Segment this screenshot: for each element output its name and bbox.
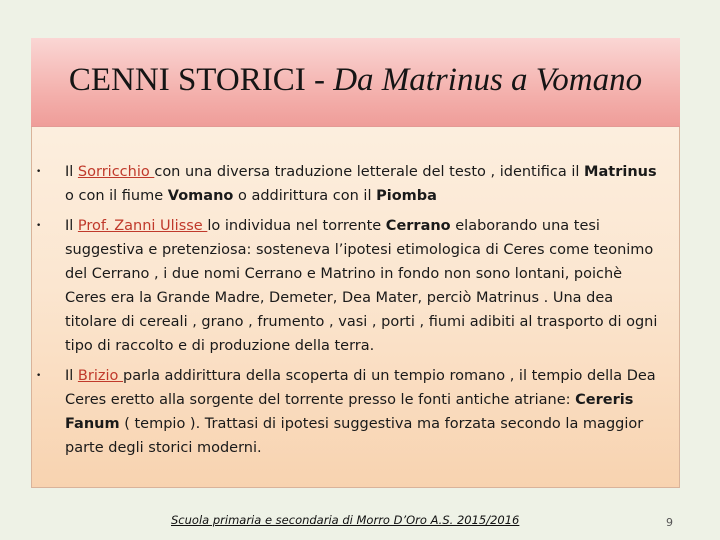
bullet-text <box>65 218 657 354</box>
author-link: Brizio <box>77 368 123 384</box>
bullet-item <box>36 160 662 208</box>
text-segment: o addirittura con il <box>233 188 377 204</box>
text-segment: ( tempio ). Trattasi di ipotesi suggestiva ma forzata secondo la maggior parte degli storici moderni. <box>65 416 644 456</box>
text-segment: parla addirittura della scoperta di un tempio romano , il tempio della Dea Ceres eretto alla sorgente del torrente presso le fonti antiche atriane: <box>65 368 656 408</box>
title-italic: Da Matrinus a Vomano <box>333 61 643 98</box>
bullet-text <box>65 164 657 204</box>
slide-title <box>69 62 642 99</box>
title-band <box>31 38 680 127</box>
bold-term: Vomano <box>167 188 234 204</box>
bullet-dot: • <box>36 221 42 231</box>
text-segment: lo individua nel torrente <box>207 218 386 234</box>
bullet-list <box>36 160 662 466</box>
bullet-item <box>36 214 662 358</box>
bullet-dot: • <box>36 167 42 177</box>
text-segment: o con il fiume <box>65 188 168 204</box>
bullet-item <box>36 364 662 460</box>
bold-term: Matrinus <box>584 164 657 180</box>
page-number: 9 <box>666 516 673 529</box>
text-segment: con una diversa traduzione letterale del testo , identifica il <box>154 164 585 180</box>
bullet-dot: • <box>36 371 42 381</box>
text-segment: Il <box>65 164 78 180</box>
text-segment: Il <box>65 368 78 384</box>
author-link: Sorricchio <box>77 164 155 180</box>
footer-text: Scuola primaria e secondaria di Morro D’Oro A.S. 2015/2016 <box>171 513 520 527</box>
text-segment: elaborando una tesi suggestiva e pretenziosa: sosteneva l’ipotesi etimologica di Ceres come teonimo del Cerrano , i due nomi Cerrano e Matrino in fondo non sono lontani, poichè Ceres era la Grande Madre, Demeter, Dea Mater, perciò Matrinus . Una dea titolare di cereali , grano , frumento , vasi , porti , fiumi adibiti al trasporto di ogni tipo di raccolto e di produzione della terra. <box>65 218 658 354</box>
bold-term: Piomba <box>376 188 437 204</box>
bullet-text <box>65 368 656 456</box>
text-segment: Il <box>65 218 78 234</box>
bold-term: Cereris Fanum <box>65 392 634 432</box>
author-link: Prof. Zanni Ulisse <box>77 218 208 234</box>
title-main: CENNI STORICI - <box>68 61 334 98</box>
bold-term: Cerrano <box>385 218 451 234</box>
